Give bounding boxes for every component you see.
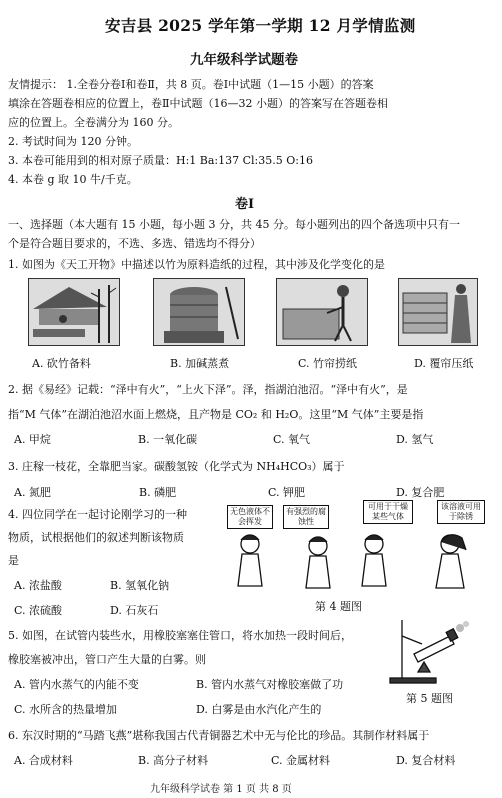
q4-figure-caption: 第 4 题图 <box>315 600 362 613</box>
paper-subtitle: 九年级科学试题卷 <box>190 52 298 68</box>
q5-option-b: B. 管内水蒸气对橡胶塞做了功 <box>196 678 344 691</box>
q1-illustration-b <box>153 278 245 346</box>
q4-option-c: C. 浓硫酸 <box>14 604 63 617</box>
notice-line-4: 2. 考试时间为 120 分钟。 <box>8 135 138 148</box>
q4-stem-1: 4. 四位同学在一起讨论刚学习的一种 <box>8 508 187 521</box>
q6-option-c: C. 金属材料 <box>271 754 331 767</box>
q2-option-b: B. 一氧化碳 <box>138 433 198 446</box>
q4-bubble-3: 可用于干燥某些气体 <box>363 500 413 524</box>
q6-option-d: D. 复合材料 <box>396 754 456 767</box>
q3-stem: 3. 庄稼一枝花，全靠肥当家。碳酸氢铵（化学式为 NH₄HCO₃）属于 <box>8 460 345 473</box>
q5-apparatus-illustration <box>384 614 474 686</box>
q4-option-a: A. 浓盐酸 <box>14 579 62 592</box>
q3-option-c: C. 钾肥 <box>268 486 306 499</box>
q4-option-d: D. 石灰石 <box>110 604 159 617</box>
q2-stem-1: 2. 据《易经》记载：“泽中有火”，“上火下泽”。泽，指湖泊池沼。“泽中有火”，是 <box>8 383 408 396</box>
q1-stem: 1. 如图为《天工开物》中描述以竹为原料造纸的过程，其中涉及化学变化的是 <box>8 258 385 271</box>
q4-bubble-4: 该溶液可用于除锈 <box>437 500 485 524</box>
q4-stem-2: 物质，试根据他们的叙述判断该物质 <box>8 531 184 544</box>
notice-line-1: 友情提示： 1.全卷分卷Ⅰ和卷Ⅱ，共 8 页。卷Ⅰ中试题（1—15 小题）的答案 <box>8 78 374 91</box>
notice-line-3: 应的位置上。全卷满分为 160 分。 <box>8 116 179 129</box>
q5-option-a: A. 管内水蒸气的内能不变 <box>14 678 139 691</box>
q2-stem-2: 指“M 气体”在湖泊池沼水面上燃烧，且产物是 CO₂ 和 H₂O。这里“M 气体”主要是指 <box>8 408 424 421</box>
notice-line-2: 填涂在答题卷相应的位置上，卷Ⅱ中试题（16—32 小题）的答案写在答题卷相 <box>8 97 388 110</box>
q1-option-b: B. 加碱蒸煮 <box>170 357 230 370</box>
q2-option-d: D. 氢气 <box>396 433 434 446</box>
q6-stem: 6. 东汉时期的“马踏飞燕”堪称我国古代青铜器艺术中无与伦比的珍品。其制作材料属于 <box>8 729 430 742</box>
notice-line-6: 4. 本卷 g 取 10 牛/千克。 <box>8 173 138 186</box>
q4-stem-3: 是 <box>8 554 19 567</box>
q4-bubble-1: 无色液体不会挥发 <box>227 505 273 529</box>
q6-option-a: A. 合成材料 <box>14 754 73 767</box>
q3-option-d: D. 复合肥 <box>396 486 445 499</box>
section-intro-2: 个是符合题目要求的，不选、多选、错选均不得分） <box>8 237 261 250</box>
q5-figure-caption: 第 5 题图 <box>406 692 453 705</box>
q5-option-d: D. 白雾是由水汽化产生的 <box>196 703 322 716</box>
q5-stem-1: 5. 如图，在试管内装些水，用橡胶塞塞住管口，将水加热一段时间后， <box>8 629 352 642</box>
q1-illustration-c <box>276 278 368 346</box>
q3-option-b: B. 磷肥 <box>139 486 177 499</box>
section-title: 卷Ⅰ <box>235 197 255 212</box>
q6-option-b: B. 高分子材料 <box>138 754 209 767</box>
page-footer: 九年级科学试卷 第 1 页 共 8 页 <box>150 784 292 795</box>
exam-title: 安吉县 2025 学年第一学期 12 月学情监测 <box>105 16 416 35</box>
q1-illustration-d <box>398 278 478 346</box>
q5-option-c: C. 水所含的热量增加 <box>14 703 118 716</box>
q5-stem-2: 橡胶塞被冲出，管口产生大量的白雾。则 <box>8 653 206 666</box>
q2-option-c: C. 氧气 <box>273 433 311 446</box>
q4-bubble-2: 有强烈的腐蚀性 <box>283 505 329 529</box>
section-intro-1: 一、选择题（本大题有 15 小题，每小题 3 分，共 45 分。每小题列出的四个备选项中只有一 <box>8 218 460 231</box>
q4-option-b: B. 氢氧化钠 <box>110 579 170 592</box>
q1-option-c: C. 竹帘捞纸 <box>298 357 358 370</box>
q3-option-a: A. 氮肥 <box>14 486 51 499</box>
q1-option-a: A. 砍竹备料 <box>32 357 91 370</box>
notice-line-5: 3. 本卷可能用到的相对原子质量：H:1 Ba:137 Cl:35.5 O:16 <box>8 154 313 167</box>
q1-option-d: D. 覆帘压纸 <box>414 357 474 370</box>
q2-option-a: A. 甲烷 <box>14 433 51 446</box>
q1-illustration-a <box>28 278 120 346</box>
q4-students-illustration <box>222 530 492 596</box>
